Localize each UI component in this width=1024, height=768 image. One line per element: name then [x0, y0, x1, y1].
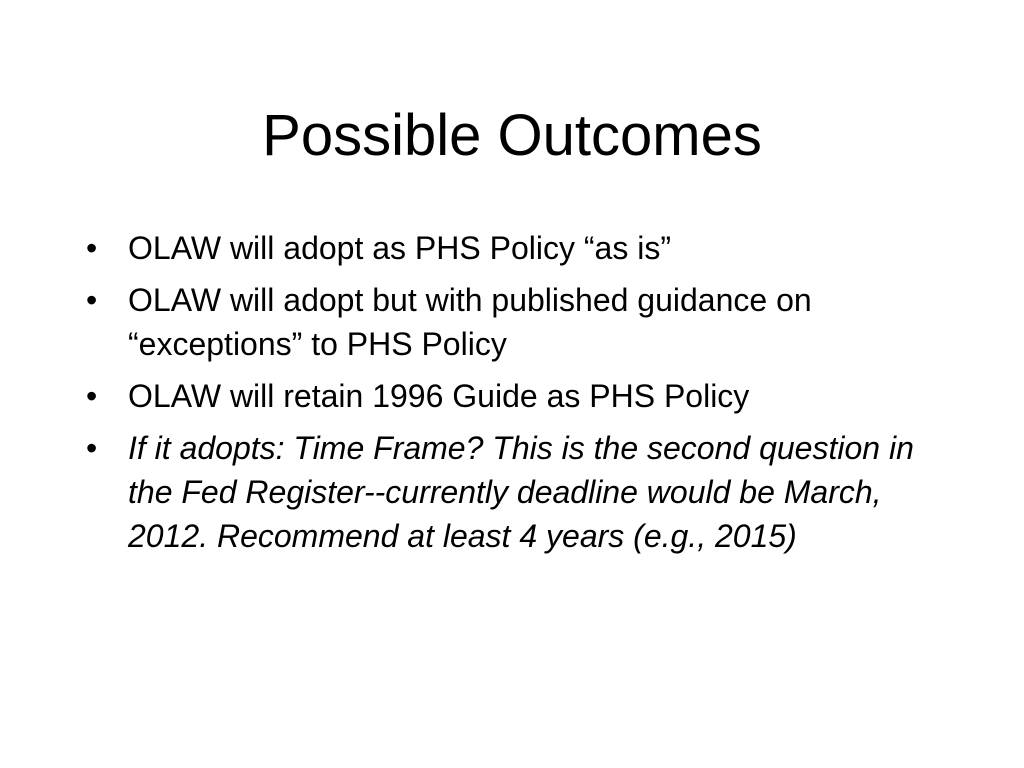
bullet-text: OLAW will adopt but with published guidance on “exceptions” to PHS Policy: [128, 282, 812, 362]
bullet-text: If it adopts: Time Frame? This is the second question in the Fed Register--currently deadline would be March, 2012. Recommend at least 4 years (e.g., 2015): [128, 430, 914, 554]
bullet-item: [86, 226, 946, 270]
bullet-list: [86, 226, 946, 566]
slide-title: Possible Outcomes: [262, 103, 762, 168]
bullet-dot-icon: •: [86, 430, 98, 466]
bullet-dot-icon: •: [86, 282, 98, 318]
bullet-item: [86, 278, 946, 366]
bullet-item-italic: [86, 426, 946, 558]
bullet-item: [86, 374, 946, 418]
bullet-text: OLAW will adopt as PHS Policy “as is”: [128, 230, 671, 266]
bullet-text: OLAW will retain 1996 Guide as PHS Policy: [128, 378, 750, 414]
bullet-dot-icon: •: [86, 230, 98, 266]
bullet-dot-icon: •: [86, 378, 98, 414]
